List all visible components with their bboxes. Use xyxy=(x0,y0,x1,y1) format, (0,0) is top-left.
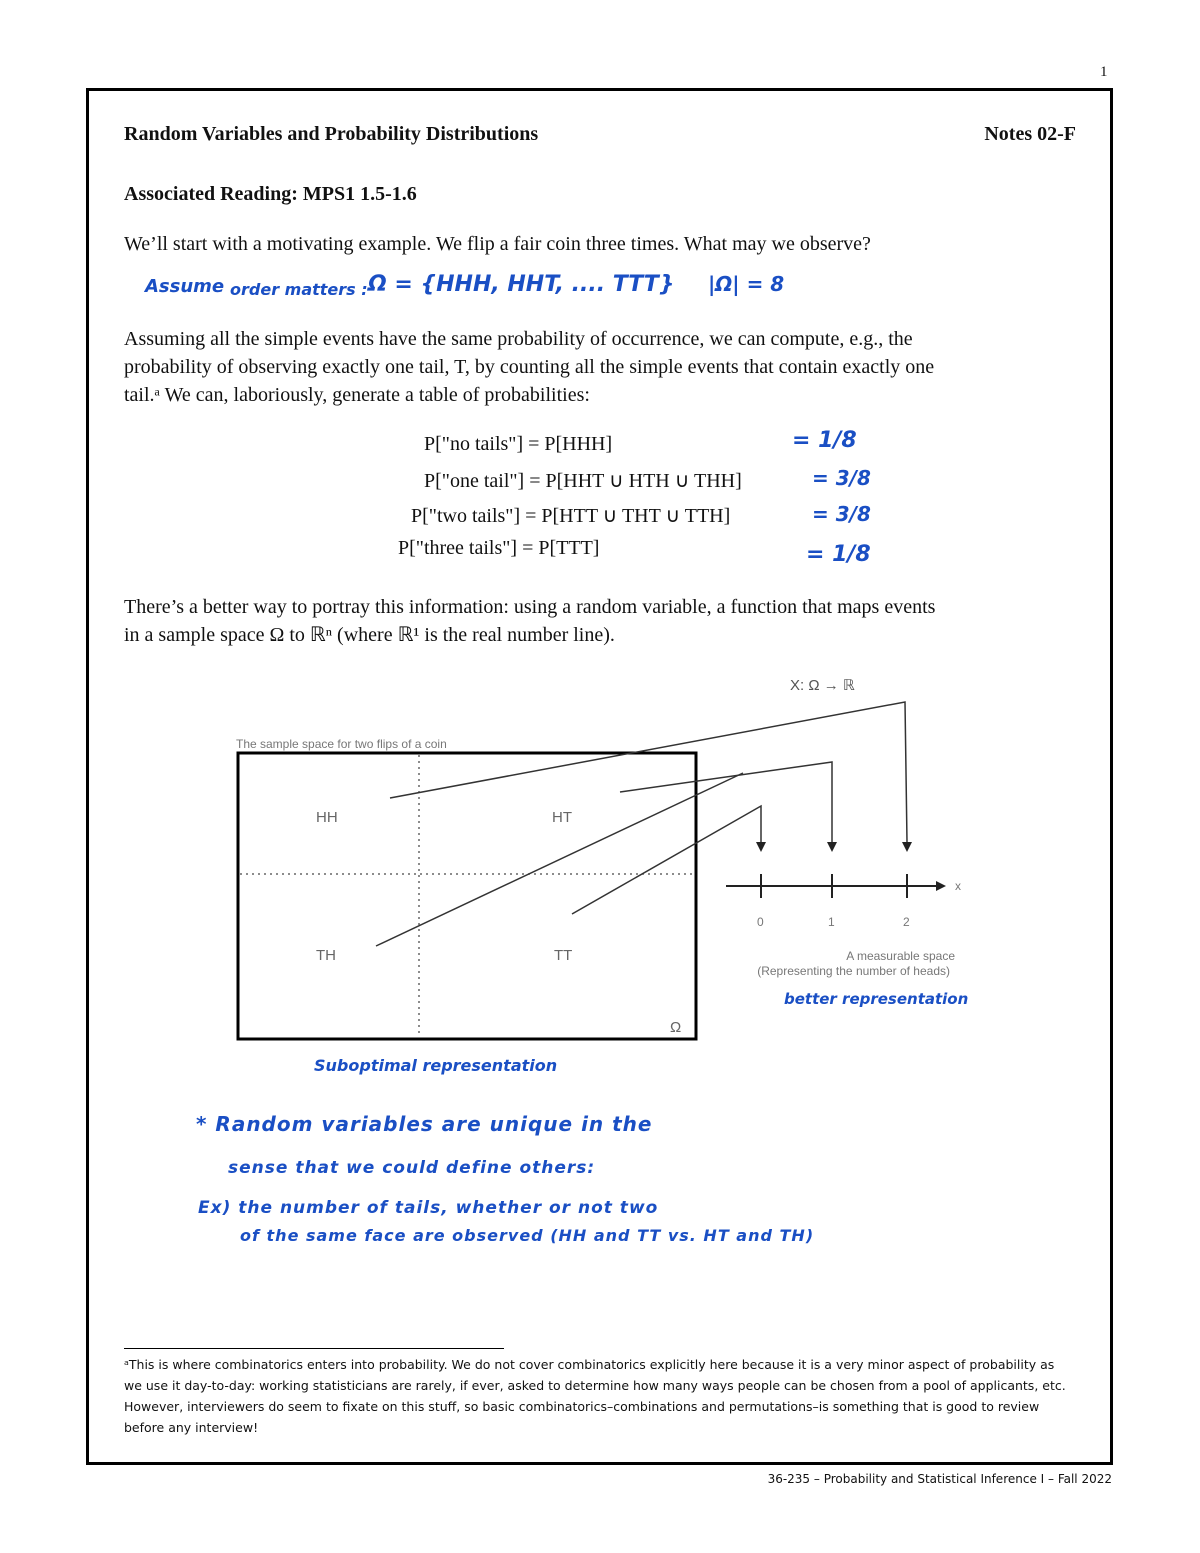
map-tt-to-0 xyxy=(572,806,761,914)
mapping-lines xyxy=(376,702,907,946)
hand-omega-size: |Ω| = 8 xyxy=(708,272,785,296)
footnote: ᵃThis is where combinatorics enters into probability. We do not cover combinatorics explicitly here because it is a very minor aspect of probability as we use it day-to-day: working statisticians are rarely, if ever, asked to determine how many ways people can be chosen from a pool of applicants, etc. However, interviewers do seem to fixate on this stuff, so basic combinatorics–combinations and permutations–is something that is good to review before any interview! xyxy=(124,1357,1066,1435)
sample-space-box xyxy=(238,753,696,1039)
page-number: 1 xyxy=(1100,64,1108,80)
hand-suboptimal-representation: Suboptimal representation xyxy=(314,1056,558,1075)
hand-note-line-2: sense that we could define others: xyxy=(228,1158,596,1178)
paragraph-2-line-2: probability of observing exactly one tail, T, by counting all the simple events that contain exactly one xyxy=(124,356,935,378)
paragraph-3-line-1: There’s a better way to portray this information: using a random variable, a function that maps events xyxy=(124,596,936,618)
hand-note-line-4: of the same face are observed (HH and TT vs. HT and TH) xyxy=(240,1226,815,1245)
omega-label: Ω xyxy=(670,1019,682,1036)
number-line-arrow-icon xyxy=(936,881,946,891)
measurable-space-subtitle: (Representing the number of heads) xyxy=(757,964,950,978)
equation-three-tails: P["three tails"] = P[TTT] xyxy=(398,537,600,559)
map-th-to-1 xyxy=(376,773,743,946)
hand-prob-two-tails: = 3/8 xyxy=(812,502,871,526)
tick-label-2: 2 xyxy=(903,915,910,929)
paragraph-2-line-1: Assuming all the simple events have the same probability of occurrence, we can compute, e.g., the xyxy=(124,328,913,350)
hand-omega-set: Ω = {HHH, HHT, .... TTT} xyxy=(368,272,675,297)
cell-hh: HH xyxy=(316,809,338,826)
cell-th: TH xyxy=(316,947,336,964)
equation-two-tails: P["two tails"] = P[HTT ∪ THT ∪ TTH] xyxy=(411,505,731,527)
hand-prob-no-tails: = 1/8 xyxy=(792,428,857,453)
paragraph-3-line-2: in a sample space Ω to ℝⁿ (where ℝ¹ is the real number line). xyxy=(124,624,615,646)
figure-caption: The sample space for two flips of a coin xyxy=(236,737,447,751)
axis-label-x: x xyxy=(955,879,961,893)
hand-better-representation: better representation xyxy=(784,990,969,1008)
hand-note-line-1: * Random variables are unique in the xyxy=(196,1112,653,1136)
tick-label-1: 1 xyxy=(828,915,835,929)
map-ht-to-1 xyxy=(620,762,832,842)
intro-text: We’ll start with a motivating example. We flip a fair coin three times. What may we observe? xyxy=(124,233,871,255)
footnote-rule xyxy=(124,1348,504,1349)
tick-label-0: 0 xyxy=(757,915,764,929)
map-hh-to-2 xyxy=(390,702,907,842)
mapping-label: X: Ω → ℝ xyxy=(790,677,855,694)
cell-tt: TT xyxy=(554,947,573,964)
paragraph-2-line-3: tail.ᵃ We can, laboriously, generate a table of probabilities: xyxy=(124,384,590,406)
page-footer: 36-235 – Probability and Statistical Inference I – Fall 2022 xyxy=(767,1472,1112,1486)
mapping-arrowheads xyxy=(756,842,912,852)
associated-reading: Associated Reading: MPS1 1.5-1.6 xyxy=(124,183,417,205)
hand-assume: Assume xyxy=(145,276,225,297)
cell-ht: HT xyxy=(552,809,572,826)
hand-prob-one-tail: = 3/8 xyxy=(812,466,871,490)
hand-note-line-3: Ex) the number of tails, whether or not two xyxy=(198,1198,659,1218)
measurable-space-title: A measurable space xyxy=(846,949,955,963)
equation-no-tails: P["no tails"] = P[HHH] xyxy=(424,433,613,455)
equation-one-tail: P["one tail"] = P[HHT ∪ HTH ∪ THH] xyxy=(424,470,742,492)
hand-prob-three-tails: = 1/8 xyxy=(806,542,871,567)
page-title: Random Variables and Probability Distributions xyxy=(124,123,539,145)
notes-id: Notes 02-F xyxy=(984,123,1076,145)
hand-order-matters: order matters : xyxy=(230,280,368,299)
